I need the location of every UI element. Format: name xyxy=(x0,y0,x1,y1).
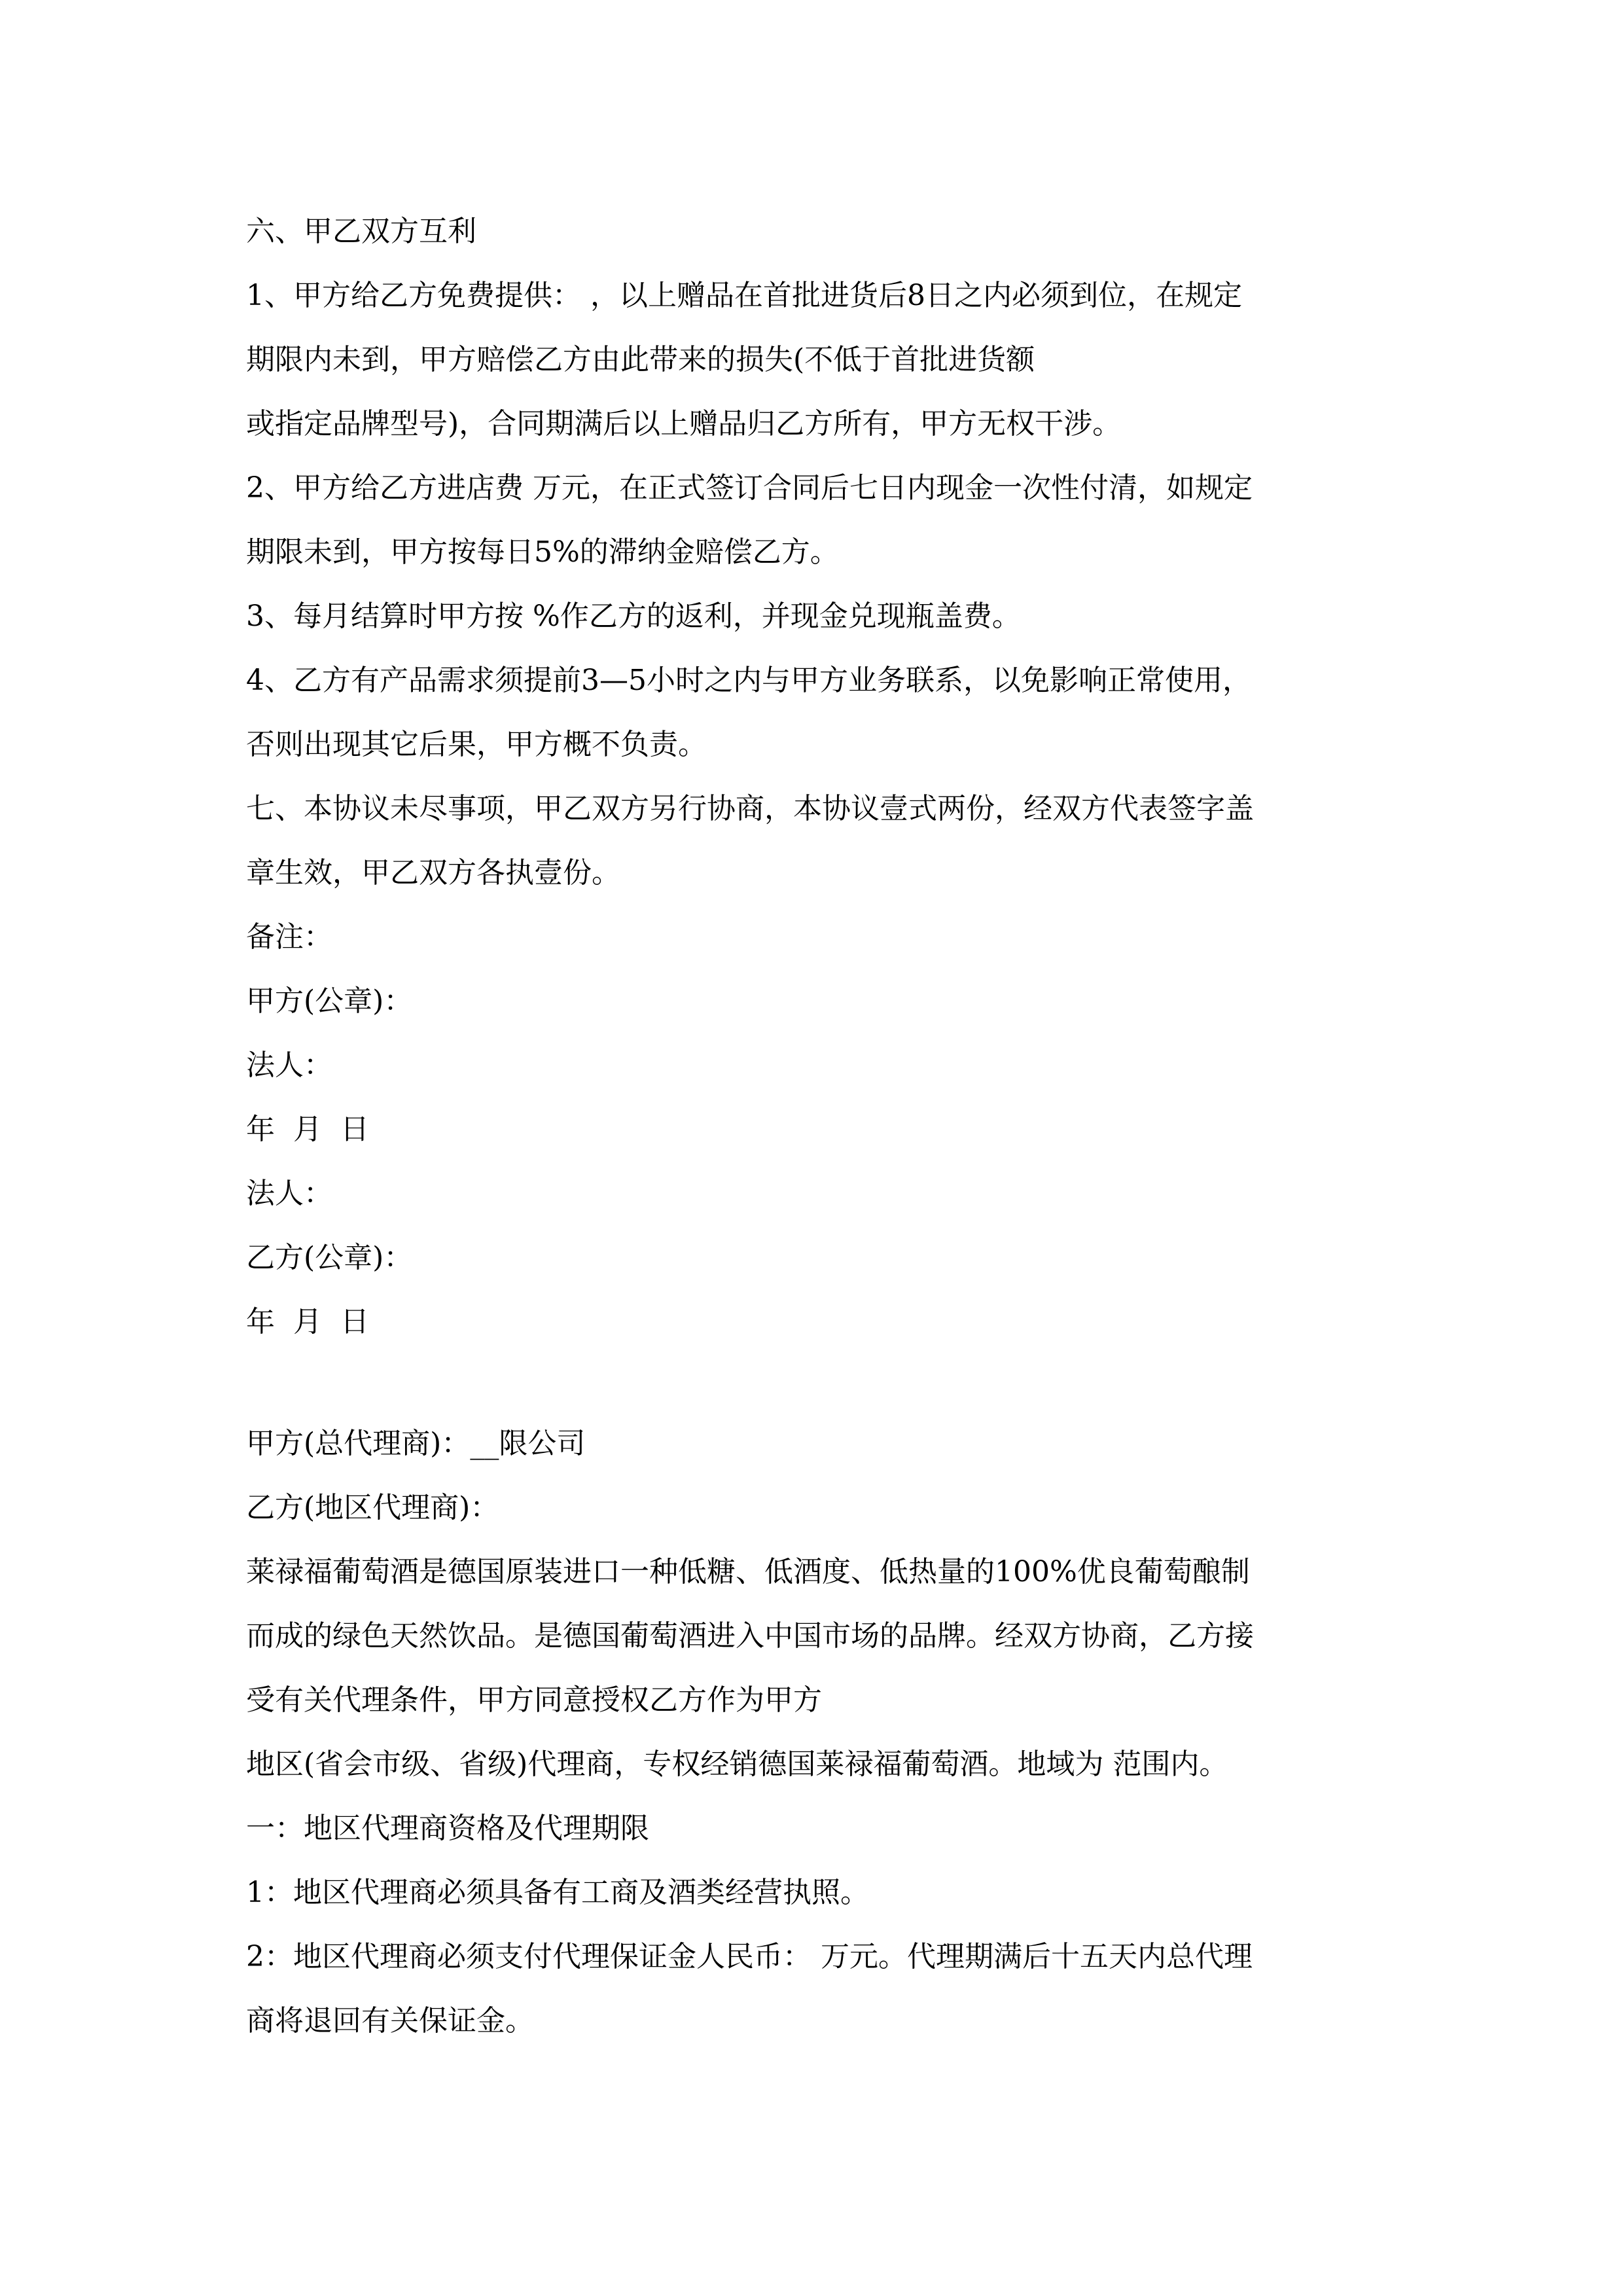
clause-line: 否则出现其它后果，甲方概不负责。 xyxy=(246,728,707,761)
clause-line: 1、甲方给乙方免费提供： ，以上赠品在首批进货后8日之内必须到位，在规定 xyxy=(246,279,1242,312)
qualification-item-1: 1：地区代理商必须具备有工商及酒类经营执照。 xyxy=(246,1876,869,1909)
clause-line: 期限内未到，甲方赔偿乙方由此带来的损失(不低于首批进货额 xyxy=(246,343,1035,376)
party-a-general-agent: 甲方(总代理商)：__限公司 xyxy=(246,1427,586,1460)
legal-person-a-label: 法人： xyxy=(246,1049,332,1082)
date-a-label: 年 月 日 xyxy=(246,1113,369,1146)
party-a-seal-label: 甲方(公章)： xyxy=(246,984,413,1018)
section-heading-mutual-benefit: 六、甲乙双方互利 xyxy=(246,215,476,248)
date-b-label: 年 月 日 xyxy=(246,1305,369,1338)
clause-line: 3、每月结算时甲方按 %作乙方的返利，并现金兑现瓶盖费。 xyxy=(246,600,1021,633)
intro-line: 莱禄福葡萄酒是德国原装进口一种低糖、低酒度、低热量的100%优良葡萄酿制 xyxy=(246,1555,1250,1588)
clause-line: 2、甲方给乙方进店费 万元，在正式签订合同后七日内现金一次性付清，如规定 xyxy=(246,471,1253,505)
clause-line: 4、乙方有产品需求须提前3—5小时之内与甲方业务联系，以免影响正常使用， xyxy=(246,664,1251,697)
qualification-item-2-continued: 商将退回有关保证金。 xyxy=(246,2004,534,2037)
intro-line: 地区(省会市级、省级)代理商，专权经销德国莱禄福葡萄酒。地域为 范围内。 xyxy=(246,1748,1228,1781)
agency-agreement-section xyxy=(246,1412,1385,2053)
remark-label: 备注： xyxy=(246,920,332,954)
contract-terms-section xyxy=(246,200,1385,1354)
clause-line: 期限未到，甲方按每日5%的滞纳金赔偿乙方。 xyxy=(246,535,839,569)
legal-person-b-label: 法人： xyxy=(246,1177,332,1210)
section-heading-agent-qualification: 一：地区代理商资格及代理期限 xyxy=(246,1812,649,1845)
clause-line: 章生效，甲乙双方各执壹份。 xyxy=(246,856,620,889)
party-b-regional-agent: 乙方(地区代理商)： xyxy=(246,1491,499,1524)
intro-line: 而成的绿色天然饮品。是德国葡萄酒进入中国市场的品牌。经双方协商，乙方接 xyxy=(246,1619,1254,1653)
qualification-item-2: 2：地区代理商必须支付代理保证金人民币： 万元。代理期满后十五天内总代理 xyxy=(246,1940,1253,1973)
intro-line: 受有关代理条件，甲方同意授权乙方作为甲方 xyxy=(246,1683,822,1717)
clause-line: 七、本协议未尽事项，甲乙双方另行协商，本协议壹式两份，经双方代表签字盖 xyxy=(246,792,1254,825)
clause-line: 或指定品牌型号)，合同期满后以上赠品归乙方所有，甲方无权干涉。 xyxy=(246,407,1122,440)
party-b-seal-label: 乙方(公章)： xyxy=(246,1241,413,1274)
